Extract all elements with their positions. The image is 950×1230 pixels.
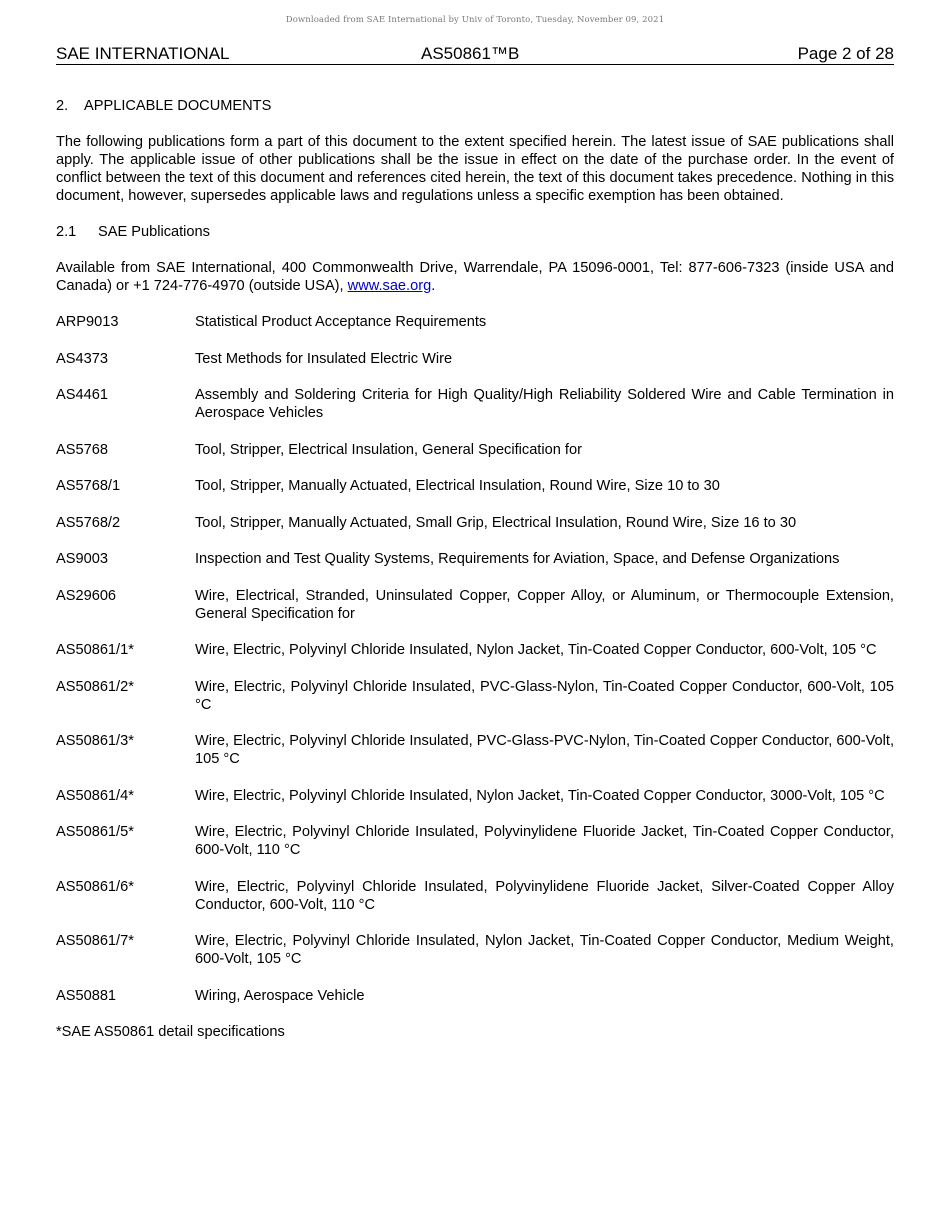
reference-title: Wire, Electric, Polyvinyl Chloride Insulated, Polyvinylidene Fluoride Jacket, Tin-Coated Copper Conductor, 600-Volt, 110 °C: [195, 824, 894, 858]
reference-title: Wire, Electric, Polyvinyl Chloride Insulated, Nylon Jacket, Tin-Coated Copper Conductor, 600-Volt, 105 °C: [195, 642, 877, 658]
reference-title: Wire, Electric, Polyvinyl Chloride Insulated, Nylon Jacket, Tin-Coated Copper Conductor, 3000-Volt, 105 °C: [195, 787, 885, 804]
reference-entry: [56, 350, 894, 368]
availability-paragraph: [56, 259, 894, 295]
reference-list: [56, 313, 894, 1005]
reference-title: Tool, Stripper, Electrical Insulation, General Specification for: [195, 441, 582, 458]
reference-entry: [56, 678, 894, 714]
reference-code: AS50861/2*: [56, 678, 134, 695]
document-body: [56, 97, 894, 1041]
reference-code: AS50861/7*: [56, 933, 134, 949]
subsection-heading: [56, 223, 894, 241]
reference-title: Wire, Electric, Polyvinyl Chloride Insulated, PVC-Glass-PVC-Nylon, Tin-Coated Copper Conductor, 600-Volt, 105 °C: [195, 733, 894, 767]
reference-title: Wiring, Aerospace Vehicle: [195, 987, 365, 1004]
reference-title: Wire, Electric, Polyvinyl Chloride Insulated, Polyvinylidene Fluoride Jacket, Silver-Coated Copper Alloy Conductor, 600-Volt, 110 °C: [195, 878, 894, 913]
footnote: *SAE AS50861 detail specifications: [56, 1024, 285, 1040]
reference-title: Assembly and Soldering Criteria for High Quality/High Reliability Soldered Wire and Cable Termination in Aerospace Vehicles: [195, 387, 894, 421]
reference-entry: [56, 550, 894, 568]
reference-code: AS4373: [56, 350, 108, 367]
page-header: [56, 44, 894, 65]
reference-code: AS29606: [56, 587, 117, 604]
reference-code: AS5768: [56, 441, 108, 458]
reference-code: AS5768/1: [56, 478, 121, 494]
reference-code: AS50861/1*: [56, 642, 134, 658]
subsection-number: 2.1: [56, 224, 77, 240]
header-organization: SAE INTERNATIONAL: [56, 44, 230, 63]
subsection-title: SAE Publications: [98, 224, 210, 240]
header-page-number: Page 2 of 28: [797, 44, 894, 63]
section-number: 2.: [56, 98, 69, 114]
section-title: APPLICABLE DOCUMENTS: [84, 98, 272, 114]
header-document-number: AS50861™B: [421, 44, 520, 63]
reference-entry: [56, 823, 894, 859]
reference-entry: [56, 732, 894, 768]
reference-title: Wire, Electric, Polyvinyl Chloride Insulated, PVC-Glass-Nylon, Tin-Coated Copper Conductor, 600-Volt, 105 °C: [195, 678, 894, 713]
reference-title: Wire, Electrical, Stranded, Uninsulated Copper, Copper Alloy, or Aluminum, or Thermocouple Extension, General Specification for: [195, 587, 894, 622]
reference-code: ARP9013: [56, 314, 119, 330]
reference-entry: [56, 386, 894, 422]
reference-entry: [56, 587, 894, 623]
reference-entry: [56, 932, 894, 968]
sae-website-link[interactable]: www.sae.org: [347, 278, 432, 294]
reference-entry: [56, 477, 894, 495]
reference-title: Inspection and Test Quality Systems, Requirements for Aviation, Space, and Defense Organizations: [195, 551, 840, 567]
reference-code: AS50861/5*: [56, 824, 134, 840]
reference-entry: [56, 987, 894, 1005]
reference-code: AS50861/6*: [56, 878, 134, 895]
section-heading: [56, 97, 894, 115]
reference-code: AS50861/3*: [56, 733, 134, 749]
reference-title: Statistical Product Acceptance Requirements: [195, 314, 487, 330]
reference-title: Tool, Stripper, Manually Actuated, Electrical Insulation, Round Wire, Size 10 to 30: [195, 478, 720, 494]
section-intro-paragraph: The following publications form a part of this document to the extent specified herein. The latest issue of SAE publications shall apply. The applicable issue of other publications shall be the issue in effect on the date of the purchase order. In the event of conflict between the text of this document and references cited herein, the text of this document takes precedence. Nothing in this document, however, supersedes applicable laws and regulations unless a specific exemption has been obtained.: [56, 134, 894, 204]
reference-code: AS50861/4*: [56, 787, 134, 804]
reference-title: Tool, Stripper, Manually Actuated, Small Grip, Electrical Insulation, Round Wire, Size 16 to 30: [195, 514, 797, 531]
reference-entry: [56, 787, 894, 805]
reference-title: Test Methods for Insulated Electric Wire: [195, 350, 453, 367]
reference-entry: [56, 441, 894, 459]
reference-entry: [56, 641, 894, 659]
reference-code: AS50881: [56, 987, 117, 1004]
reference-entry: [56, 313, 894, 331]
reference-title: Wire, Electric, Polyvinyl Chloride Insulated, Nylon Jacket, Tin-Coated Copper Conductor, Medium Weight, 600-Volt, 105 °C: [195, 933, 894, 967]
availability-suffix: .: [431, 278, 436, 294]
reference-entry: [56, 514, 894, 532]
reference-code: AS5768/2: [56, 514, 121, 531]
reference-code: AS4461: [56, 387, 108, 403]
reference-entry: [56, 878, 894, 914]
availability-text: Available from SAE International, 400 Commonwealth Drive, Warrendale, PA 15096-0001, Tel: 877-606-7323 (inside USA and Canada) or +1 724-776-4970 (outside USA),: [56, 260, 894, 294]
download-watermark: Downloaded from SAE International by Univ of Toronto, Tuesday, November 09, 2021: [285, 15, 665, 25]
reference-code: AS9003: [56, 551, 108, 567]
